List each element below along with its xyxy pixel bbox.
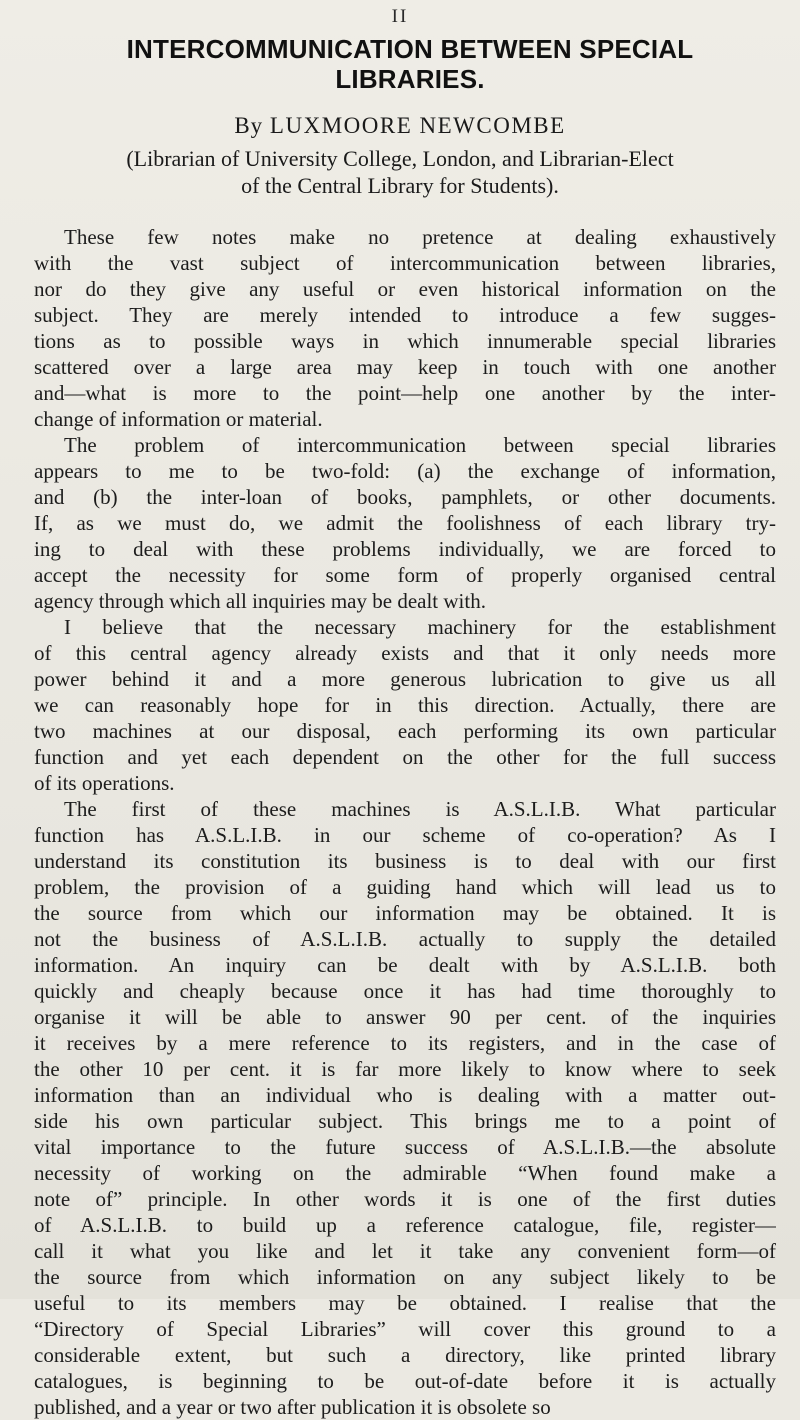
byline-prefix: By — [234, 113, 264, 138]
body-line: change of information or material. — [34, 407, 323, 431]
page-number: II — [391, 6, 409, 27]
body-line: organise it will be able to answer 90 per cent. of the inquiries — [34, 1005, 776, 1029]
body-line: If, as we must do, we admit the foolishness of each library try- — [34, 511, 776, 535]
body-line: necessity of working on the admirable “When found make a — [34, 1161, 776, 1185]
body-line: note of” principle. In other words it is one of the first duties — [34, 1187, 776, 1211]
body-line: power behind it and a more generous lubrication to give us all — [34, 667, 776, 691]
body-line: information than an individual who is dealing with a matter out- — [34, 1083, 776, 1107]
body-line: of A.S.L.I.B. to build up a reference catalogue, file, register— — [34, 1213, 776, 1237]
body-line: of its operations. — [34, 771, 175, 795]
body-line: vital importance to the future success of A.S.L.I.B.—the absolute — [34, 1135, 776, 1159]
body-line: useful to its members may be obtained. I realise that the — [34, 1291, 776, 1315]
author-affiliation — [30, 145, 770, 199]
body-line: it receives by a mere reference to its registers, and in the case of — [34, 1031, 776, 1055]
title-line-2: LIBRARIES. — [335, 64, 485, 94]
body-line: appears to me to be two-fold: (a) the exchange of information, — [34, 459, 776, 483]
body-line: The problem of intercommunication between special libraries — [64, 433, 776, 457]
body-line: we can reasonably hope for in this direction. Actually, there are — [34, 693, 776, 717]
body-line: subject. They are merely intended to introduce a few sugges- — [34, 303, 776, 327]
body-line: problem, the provision of a guiding hand which will lead us to — [34, 875, 776, 899]
affiliation-line-2: of the Central Library for Students). — [241, 173, 559, 198]
body-line: function has A.S.L.I.B. in our scheme of co-operation? As I — [34, 823, 776, 847]
body-line: call it what you like and let it take any convenient form—of — [34, 1239, 776, 1263]
body-line: accept the necessity for some form of properly organised central — [34, 563, 776, 587]
body-line: The first of these machines is A.S.L.I.B. What particular — [64, 797, 776, 821]
body-line: of this central agency already exists and that it only needs more — [34, 641, 776, 665]
body-line: and—what is more to the point—help one another by the inter- — [34, 381, 776, 405]
title-line-1: INTERCOMMUNICATION BETWEEN SPECIAL — [126, 34, 694, 64]
body-line: the source from which information on any subject likely to be — [34, 1265, 776, 1289]
body-line: ing to deal with these problems individually, we are forced to — [34, 537, 776, 561]
body-line: These few notes make no pretence at dealing exhaustively — [64, 225, 776, 249]
body-line: not the business of A.S.L.I.B. actually to supply the detailed — [34, 927, 776, 951]
author-name: LUXMOORE NEWCOMBE — [269, 113, 566, 138]
body-line: understand its constitution its business is to deal with our first — [34, 849, 776, 873]
body-line: two machines at our disposal, each performing its own particular — [34, 719, 776, 743]
body-line: agency through which all inquiries may be dealt with. — [34, 589, 486, 613]
body-line: nor do they give any useful or even historical information on the — [34, 277, 776, 301]
article-body — [34, 224, 776, 1420]
body-line: side his own particular subject. This brings me to a point of — [34, 1109, 776, 1133]
body-line: and (b) the inter-loan of books, pamphlets, or other documents. — [34, 485, 776, 509]
body-line: scattered over a large area may keep in touch with one another — [34, 355, 776, 379]
body-line: quickly and cheaply because once it has had time thoroughly to — [34, 979, 776, 1003]
body-line: function and yet each dependent on the other for the full success — [34, 745, 776, 769]
body-line: information. An inquiry can be dealt with by A.S.L.I.B. both — [34, 953, 776, 977]
body-line: published, and a year or two after publication it is obsolete so — [34, 1395, 551, 1419]
body-line: tions as to possible ways in which innumerable special libraries — [34, 329, 776, 353]
article-title — [60, 34, 760, 94]
body-line: “Directory of Special Libraries” will cover this ground to a — [34, 1317, 776, 1341]
affiliation-line-1: (Librarian of University College, London, and Librarian-Elect — [126, 146, 674, 171]
body-line: the source from which our information may be obtained. It is — [34, 901, 776, 925]
body-line: the other 10 per cent. it is far more likely to know where to seek — [34, 1057, 776, 1081]
body-line: with the vast subject of intercommunication between libraries, — [34, 251, 776, 275]
body-line: catalogues, is beginning to be out-of-date before it is actually — [34, 1369, 776, 1393]
body-line: I believe that the necessary machinery for the establishment — [64, 615, 776, 639]
byline — [0, 113, 800, 139]
body-line: considerable extent, but such a directory, like printed library — [34, 1343, 776, 1367]
